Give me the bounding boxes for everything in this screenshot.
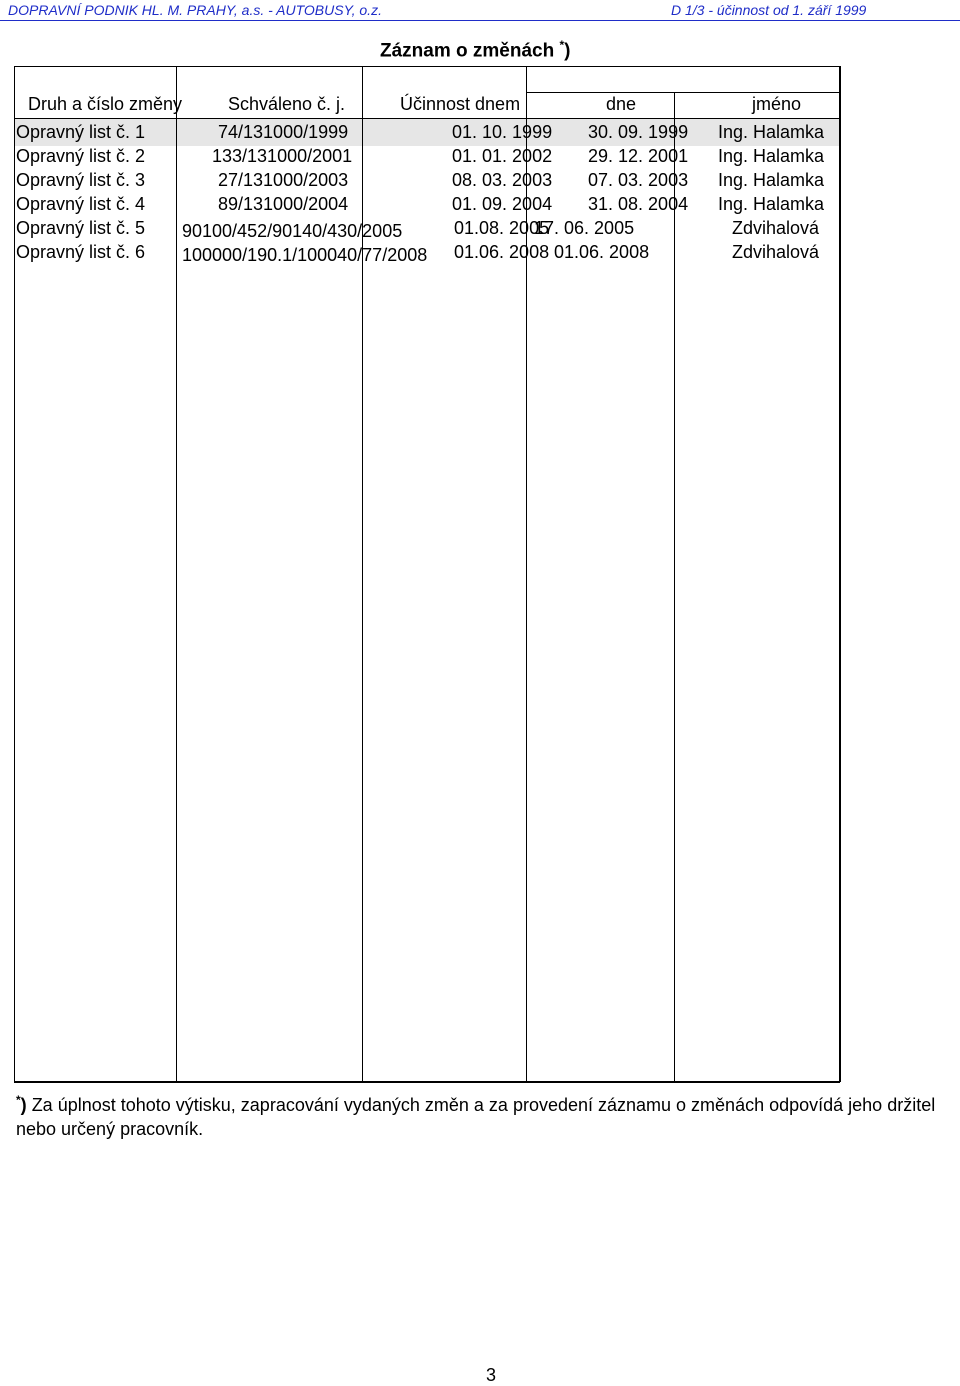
column-divider-4 (674, 92, 675, 1082)
col-header-jmeno: jméno (752, 94, 802, 114)
col-header-schvaleno: Schváleno č. j. (228, 94, 346, 114)
col-header-druh: Druh a číslo změny (28, 94, 183, 114)
table-row-1-ucinnost: 01. 10. 1999 (452, 122, 553, 142)
footnote-paren: ) (20, 1095, 27, 1115)
table-row-6-druh: Opravný list č. 6 (16, 242, 146, 262)
title-text: Záznam o změnách (380, 40, 560, 62)
table-row-2-schvaleno: 133/131000/2001 (212, 146, 353, 166)
table-row-2-druh: Opravný list č. 2 (16, 146, 146, 166)
table-row-2-jmeno: Ing. Halamka (718, 146, 825, 166)
table-row-6-jmeno: Zdvihalová (732, 242, 820, 262)
table-row-2-ucinnost: 01. 01. 2002 (452, 146, 553, 166)
page-title (380, 38, 571, 62)
table-row-4-dne: 31. 08. 2004 (588, 194, 689, 214)
table-row-3-jmeno: Ing. Halamka (718, 170, 825, 190)
title-suffix: ) (564, 40, 571, 62)
opravil-divider (526, 92, 840, 93)
table-row-1-schvaleno: 74/131000/1999 (218, 122, 349, 142)
table-row-5-druh: Opravný list č. 5 (16, 218, 146, 238)
column-divider-1 (176, 66, 177, 1082)
table-left-border (14, 66, 15, 1082)
table-right-border (839, 66, 841, 1082)
page-number: 3 (486, 1365, 497, 1385)
table-row-3-schvaleno: 27/131000/2003 (218, 170, 349, 190)
table-row-4-jmeno: Ing. Halamka (718, 194, 825, 214)
table-row-5-ucinnost: 01.08. 2005 (454, 218, 550, 238)
table-row-5-dne: 17. 06. 2005 (534, 218, 635, 238)
header-bottom-border (14, 118, 840, 119)
table-row-1-druh: Opravný list č. 1 (16, 122, 146, 142)
table-row-6-dne: 01.06. 2008 (554, 242, 650, 262)
table-row-6-ucinnost: 01.06. 2008 (454, 242, 550, 262)
footnote (16, 1088, 960, 1141)
footnote-asterisk: * (16, 1093, 21, 1107)
col-header-ucinnost: Účinnost dnem (400, 94, 521, 114)
table-row-3-ucinnost: 08. 03. 2003 (452, 170, 553, 190)
document-header-left: DOPRAVNÍ PODNIK HL. M. PRAHY, a.s. - AUTOBUSY, o.z. (8, 2, 382, 18)
table-row-3-dne: 07. 03. 2003 (588, 170, 689, 190)
title-asterisk: * (559, 38, 565, 52)
table-bottom-border (14, 1081, 840, 1083)
table-row-1-jmeno: Ing. Halamka (718, 122, 825, 142)
table-row-5-schvaleno: 90100/452/90140/430/2005 (182, 221, 403, 241)
col-header-dne: dne (606, 94, 637, 114)
column-divider-2 (362, 66, 363, 1082)
header-rule (0, 20, 960, 21)
document-header-right: D 1/3 - účinnost od 1. září 1999 (671, 2, 867, 18)
table-row-3-druh: Opravný list č. 3 (16, 170, 146, 190)
table-row-1-dne: 30. 09. 1999 (588, 122, 689, 142)
table-row-6-schvaleno: 100000/190.1/100040/77/2008 (182, 245, 428, 265)
footnote-text: Za úplnost tohoto výtisku, zapracování vydaných změn a za provedení záznamu o změnách odpovídá jeho držitel nebo určený pracovník. (16, 1095, 936, 1139)
table-row-4-schvaleno: 89/131000/2004 (218, 194, 349, 214)
table-row-2-dne: 29. 12. 2001 (588, 146, 689, 166)
table-row-4-ucinnost: 01. 09. 2004 (452, 194, 553, 214)
table-row-5-jmeno: Zdvihalová (732, 218, 820, 238)
table-top-border (14, 66, 840, 67)
table-row-4-druh: Opravný list č. 4 (16, 194, 146, 214)
